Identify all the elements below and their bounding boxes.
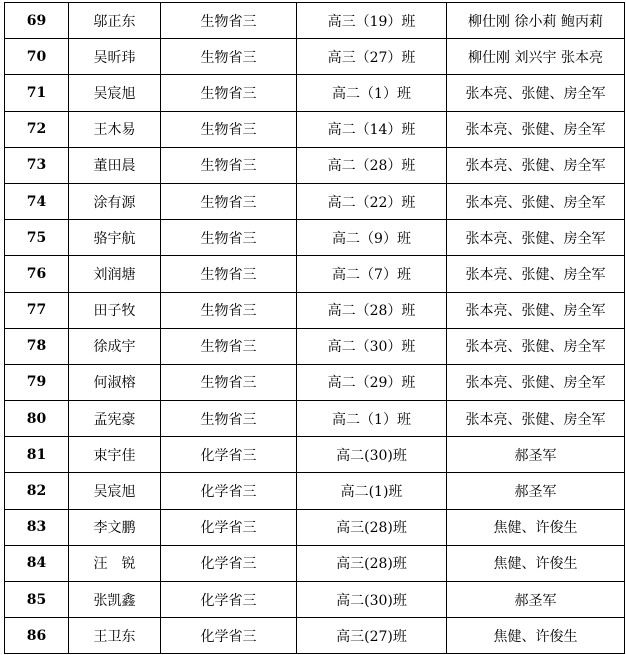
- student-name: 邬正东: [69, 3, 161, 39]
- class-name: 高三(27)班: [297, 618, 447, 654]
- student-name: 王卫东: [69, 618, 161, 654]
- award-level: 化学省三: [161, 437, 297, 473]
- class-name: 高二（22）班: [297, 183, 447, 219]
- student-name: 何淑榕: [69, 364, 161, 400]
- table-row: [5, 509, 625, 545]
- award-level: 生物省三: [161, 328, 297, 364]
- teacher-names: 焦健、许俊生: [447, 545, 625, 581]
- class-name: 高三(28)班: [297, 509, 447, 545]
- table-row: [5, 256, 625, 292]
- award-level: 化学省三: [161, 582, 297, 618]
- table-row: [5, 582, 625, 618]
- award-level: 生物省三: [161, 75, 297, 111]
- row-number: 79: [5, 364, 69, 400]
- teacher-names: 张本亮、张健、房全军: [447, 183, 625, 219]
- row-number: 77: [5, 292, 69, 328]
- award-level: 化学省三: [161, 473, 297, 509]
- teacher-names: 张本亮、张健、房全军: [447, 256, 625, 292]
- class-name: 高二(1)班: [297, 473, 447, 509]
- student-name: 徐成宇: [69, 328, 161, 364]
- student-name: 吴宸旭: [69, 473, 161, 509]
- class-name: 高二（29）班: [297, 364, 447, 400]
- row-number: 78: [5, 328, 69, 364]
- student-name: 束宇佳: [69, 437, 161, 473]
- award-table: [4, 2, 625, 654]
- student-name: 吴宸旭: [69, 75, 161, 111]
- teacher-names: 焦健、许俊生: [447, 618, 625, 654]
- table-row: [5, 75, 625, 111]
- award-level: 化学省三: [161, 618, 297, 654]
- class-name: 高二（1）班: [297, 75, 447, 111]
- row-number: 80: [5, 401, 69, 437]
- teacher-names: 张本亮、张健、房全军: [447, 401, 625, 437]
- teacher-names: 郝圣军: [447, 582, 625, 618]
- award-table-body: [5, 3, 625, 654]
- row-number: 85: [5, 582, 69, 618]
- student-name: 汪 锐: [69, 545, 161, 581]
- row-number: 70: [5, 39, 69, 75]
- student-name: 孟宪豪: [69, 401, 161, 437]
- award-level: 化学省三: [161, 545, 297, 581]
- teacher-names: 柳仕刚 刘兴宇 张本亮: [447, 39, 625, 75]
- award-level: 生物省三: [161, 401, 297, 437]
- row-number: 83: [5, 509, 69, 545]
- award-level: 生物省三: [161, 364, 297, 400]
- teacher-names: 张本亮、张健、房全军: [447, 147, 625, 183]
- table-row: [5, 183, 625, 219]
- table-row: [5, 147, 625, 183]
- table-row: [5, 473, 625, 509]
- table-row: [5, 328, 625, 364]
- table-row: [5, 618, 625, 654]
- class-name: 高二(30)班: [297, 437, 447, 473]
- teacher-names: 焦健、许俊生: [447, 509, 625, 545]
- award-level: 生物省三: [161, 183, 297, 219]
- student-name: 田子牧: [69, 292, 161, 328]
- teacher-names: 郝圣军: [447, 473, 625, 509]
- class-name: 高二（9）班: [297, 220, 447, 256]
- row-number: 86: [5, 618, 69, 654]
- teacher-names: 张本亮、张健、房全军: [447, 364, 625, 400]
- student-name: 张凯鑫: [69, 582, 161, 618]
- teacher-names: 柳仕刚 徐小莉 鲍丙莉: [447, 3, 625, 39]
- row-number: 74: [5, 183, 69, 219]
- row-number: 76: [5, 256, 69, 292]
- row-number: 71: [5, 75, 69, 111]
- teacher-names: 张本亮、张健、房全军: [447, 111, 625, 147]
- class-name: 高三（19）班: [297, 3, 447, 39]
- table-row: [5, 437, 625, 473]
- table-row: [5, 292, 625, 328]
- table-row: [5, 3, 625, 39]
- award-level: 生物省三: [161, 256, 297, 292]
- row-number: 72: [5, 111, 69, 147]
- student-name: 王木易: [69, 111, 161, 147]
- class-name: 高二（30）班: [297, 328, 447, 364]
- student-name: 骆宇航: [69, 220, 161, 256]
- table-row: [5, 39, 625, 75]
- teacher-names: 郝圣军: [447, 437, 625, 473]
- award-level: 生物省三: [161, 220, 297, 256]
- row-number: 84: [5, 545, 69, 581]
- class-name: 高二（14）班: [297, 111, 447, 147]
- table-row: [5, 220, 625, 256]
- row-number: 69: [5, 3, 69, 39]
- award-level: 生物省三: [161, 147, 297, 183]
- teacher-names: 张本亮、张健、房全军: [447, 292, 625, 328]
- award-level: 生物省三: [161, 39, 297, 75]
- award-level: 生物省三: [161, 292, 297, 328]
- row-number: 82: [5, 473, 69, 509]
- student-name: 涂有源: [69, 183, 161, 219]
- award-level: 化学省三: [161, 509, 297, 545]
- class-name: 高二（7）班: [297, 256, 447, 292]
- row-number: 73: [5, 147, 69, 183]
- class-name: 高三（27）班: [297, 39, 447, 75]
- award-level: 生物省三: [161, 3, 297, 39]
- row-number: 75: [5, 220, 69, 256]
- class-name: 高二(30)班: [297, 582, 447, 618]
- table-row: [5, 111, 625, 147]
- student-name: 董田晨: [69, 147, 161, 183]
- student-name: 刘润塘: [69, 256, 161, 292]
- teacher-names: 张本亮、张健、房全军: [447, 220, 625, 256]
- student-name: 吴昕玮: [69, 39, 161, 75]
- award-level: 生物省三: [161, 111, 297, 147]
- student-name: 李文鹏: [69, 509, 161, 545]
- table-row: [5, 545, 625, 581]
- table-row: [5, 364, 625, 400]
- class-name: 高二（28）班: [297, 147, 447, 183]
- teacher-names: 张本亮、张健、房全军: [447, 75, 625, 111]
- teacher-names: 张本亮、张健、房全军: [447, 328, 625, 364]
- class-name: 高二（1）班: [297, 401, 447, 437]
- table-row: [5, 401, 625, 437]
- row-number: 81: [5, 437, 69, 473]
- class-name: 高二（28）班: [297, 292, 447, 328]
- class-name: 高三(28)班: [297, 545, 447, 581]
